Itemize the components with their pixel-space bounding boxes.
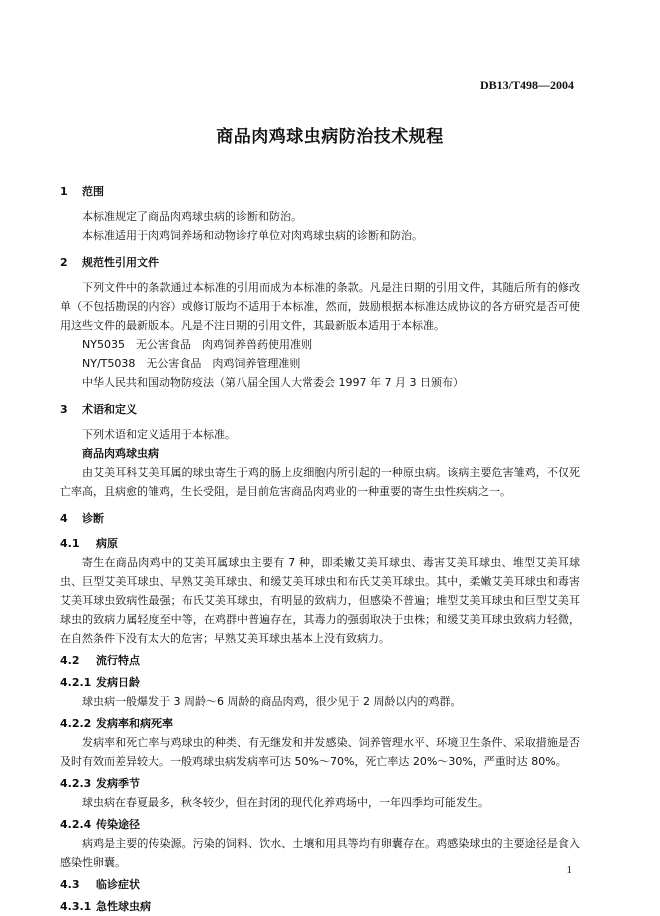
paragraph: 球虫病在春夏最多，秋冬较少，但在封闭的现代化养鸡场中，一年四季均可能发生。	[82, 796, 489, 809]
term-definition: 由艾美耳科艾美耳属的球虫寄生于鸡的肠上皮细胞内所引起的一种原虫病。该病主要危害雏鸡，不仅死亡率高，且病愈的雏鸡，生长受阻，是目前危害商品肉鸡业的一种重要的寄生虫性疾病之一。	[60, 466, 580, 498]
section-number: 3	[60, 403, 68, 416]
subsection-number: 4.2.2	[60, 717, 92, 730]
section-title: 范围	[82, 185, 104, 198]
subsection-number: 4.1	[60, 537, 80, 550]
subsection-title: 临诊症状	[96, 878, 140, 891]
subsection-4-2-4-heading	[60, 815, 580, 834]
subsection-4-1-heading	[60, 534, 580, 553]
page-title: 商品肉鸡球虫病防治技术规程	[216, 127, 444, 147]
paragraph: 病鸡是主要的传染源。污染的饲料、饮水、土壤和用具等均有卵囊存在。鸡感染球虫的主要途径是食入感染性卵囊。	[60, 837, 580, 869]
reference-item: NY5035 无公害食品 肉鸡饲养兽药使用准则	[82, 338, 312, 351]
section-1-heading	[60, 182, 580, 201]
paragraph: 本标准适用于肉鸡饲养场和动物诊疗单位对肉鸡球虫病的诊断和防治。	[82, 229, 423, 242]
section-title: 诊断	[82, 512, 104, 525]
subsection-title: 发病日龄	[96, 676, 140, 689]
subsection-4-3-heading	[60, 875, 580, 894]
paragraph: 发病率和死亡率与鸡球虫的种类、有无继发和并发感染、饲养管理水平、环境卫生条件、采取措施是否及时有效而差异较大。一般鸡球虫病发病率可达 50%～70%，死亡率达 20%～30%，严重时达 80%。	[60, 736, 580, 768]
section-number: 4	[60, 512, 68, 525]
subsection-4-2-heading	[60, 651, 580, 670]
subsection-number: 4.2.4	[60, 818, 92, 831]
section-number: 1	[60, 185, 68, 198]
paragraph: 下列文件中的条款通过本标准的引用而成为本标准的条款。凡是注日期的引用文件，其随后所有的修改单（不包括勘误的内容）或修订版均不适用于本标准，然而，鼓励根据本标准达成协议的各方研究是否可使用这些文件的最新版本。凡是不注日期的引用文件，其最新版本适用于本标准。	[60, 281, 580, 332]
subsection-4-2-3-heading	[60, 774, 580, 793]
reference-item: NY/T5038 无公害食品 肉鸡饲养管理准则	[82, 357, 301, 370]
term-name: 商品肉鸡球虫病	[82, 447, 159, 460]
subsection-title: 病原	[96, 537, 118, 550]
section-title: 规范性引用文件	[82, 256, 159, 269]
subsection-title: 发病季节	[96, 777, 140, 790]
paragraph: 本标准规定了商品肉鸡球虫病的诊断和防治。	[82, 210, 302, 223]
subsection-number: 4.3	[60, 878, 80, 891]
paragraph: 下列术语和定义适用于本标准。	[82, 428, 236, 441]
document-body	[60, 176, 580, 916]
section-number: 2	[60, 256, 68, 269]
subsection-title: 急性球虫病	[96, 900, 151, 913]
subsection-title: 发病率和病死率	[96, 717, 173, 730]
page-number: 1	[566, 864, 572, 876]
section-4-heading	[60, 509, 580, 528]
subsection-number: 4.2	[60, 654, 80, 667]
paragraph: 寄生在商品肉鸡中的艾美耳属球虫主要有 7 种，即柔嫩艾美耳球虫、毒害艾美耳球虫、堆型艾美耳球虫、巨型艾美耳球虫、早熟艾美耳球虫、和缓艾美耳球虫和布氏艾美耳球虫。其中，柔嫩艾美耳球虫和毒害艾美耳球虫致病性最强；布氏艾美耳球虫，有明显的致病力，但感染不普遍；堆型艾美耳球虫和巨型艾美耳球虫的致病力属轻度至中等，在鸡群中普遍存在，其毒力的强弱取决于虫株；和缓艾美耳球虫致病力轻微，在自然条件下没有太大的危害；早熟艾美耳球虫基本上没有致病力。	[60, 556, 580, 645]
section-title: 术语和定义	[82, 403, 137, 416]
subsection-4-2-2-heading	[60, 714, 580, 733]
section-3-heading	[60, 400, 580, 419]
document-code: DB13/T498—2004	[479, 78, 574, 92]
subsection-number: 4.2.3	[60, 777, 92, 790]
subsection-4-3-1-heading	[60, 897, 580, 916]
subsection-number: 4.2.1	[60, 676, 92, 689]
subsection-title: 流行特点	[96, 654, 140, 667]
subsection-4-2-1-heading	[60, 673, 580, 692]
section-2-heading	[60, 253, 580, 272]
subsection-number: 4.3.1	[60, 900, 92, 913]
reference-item: 中华人民共和国动物防疫法（第八届全国人大常委会 1997 年 7 月 3 日颁布）	[82, 376, 464, 389]
subsection-title: 传染途径	[96, 818, 140, 831]
paragraph: 球虫病一般爆发于 3 周龄～6 周龄的商品肉鸡，很少见于 2 周龄以内的鸡群。	[82, 695, 462, 708]
